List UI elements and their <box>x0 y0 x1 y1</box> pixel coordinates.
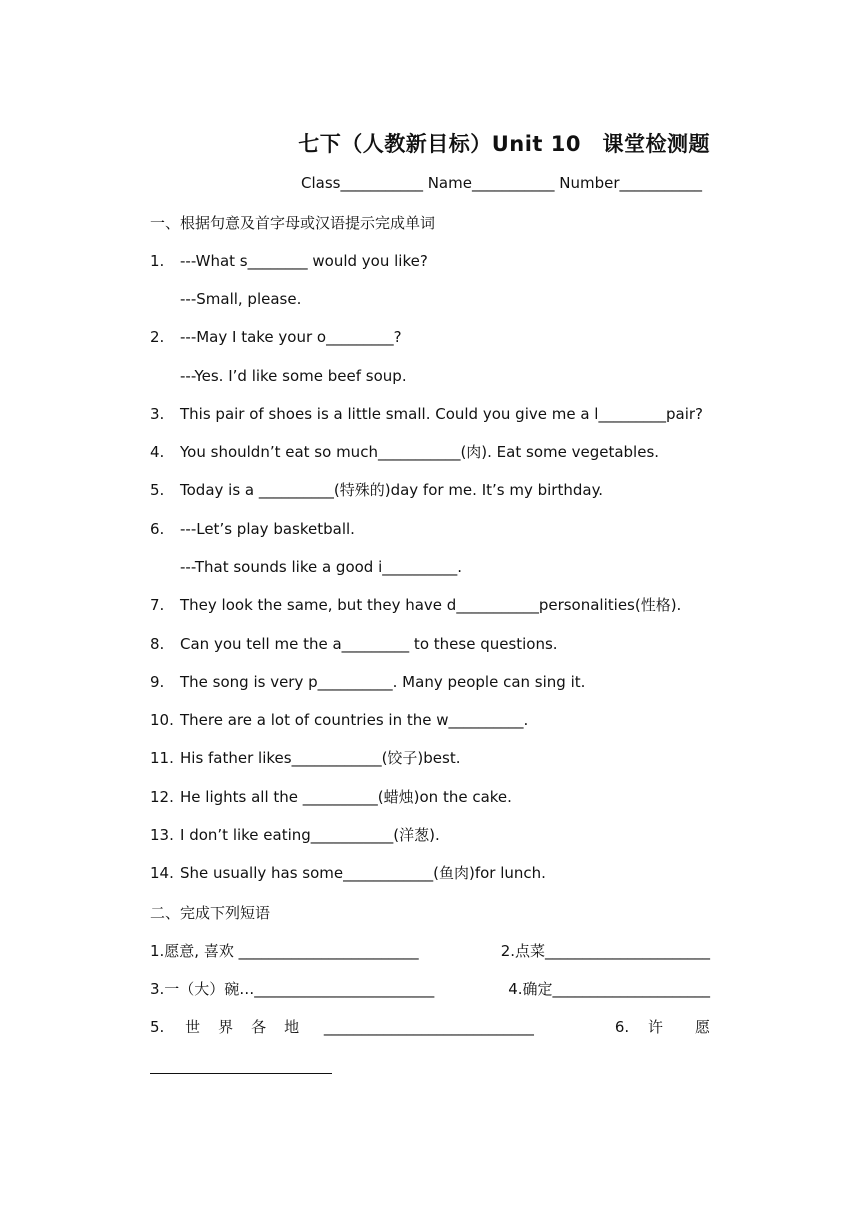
item-text: ---Let’s play basketball. <box>180 520 355 538</box>
item-number: 9. <box>150 673 165 691</box>
phrase-number: 6. <box>614 1018 630 1036</box>
exercise-item-10 <box>150 710 528 730</box>
exercise-item-4 <box>150 442 659 462</box>
item-text: I don’t like eating___________(洋葱). <box>180 826 440 844</box>
item-text: He lights all the __________(蜡烛)on the cake. <box>180 788 512 806</box>
exercise-item-13 <box>150 825 440 845</box>
phrase-item-6 <box>614 1017 742 1037</box>
phrase-number: 5. <box>150 1018 165 1036</box>
exercise-item-7 <box>150 595 681 615</box>
item-number: 13. <box>150 826 174 844</box>
item-text: You shouldn’t eat so much___________(肉). Eat some vegetables. <box>180 443 660 461</box>
page-title: 七下（人教新目标）Unit 10 课堂检测题 <box>298 132 710 156</box>
item-text: Can you tell me the a_________ to these questions. <box>180 635 558 653</box>
item-text: The song is very p__________. Many people can sing it. <box>180 673 586 691</box>
exercise-item-1 <box>150 251 428 271</box>
exercise-item-12 <box>150 787 512 807</box>
item-text: ---What s________ would you like? <box>180 252 428 270</box>
exercise-item-9 <box>150 672 585 692</box>
item-number: 14. <box>150 864 174 882</box>
item-text: Today is a __________(特殊的)day for me. It’s my birthday. <box>180 481 604 499</box>
phrase-item-3: 3.一（大）碗…________________________ <box>150 980 435 998</box>
phrase-item-5 <box>150 1017 534 1037</box>
exercise-item-14 <box>150 863 546 883</box>
exercise-item-11 <box>150 748 461 768</box>
student-info-line: Class___________ Name___________ Number___________ <box>300 174 702 192</box>
item-text: They look the same, but they have d___________personalities(性格). <box>180 596 682 614</box>
section-2-heading: 二、完成下列短语 <box>150 904 271 922</box>
item-number: 2. <box>150 328 165 346</box>
exercise-item-1-reply <box>180 289 301 309</box>
exercise-item-8 <box>150 634 558 654</box>
item-text: ---Small, please. <box>180 290 302 308</box>
item-number: 12. <box>150 788 174 806</box>
phrase-item-4: 4.确定_____________________ <box>508 980 710 998</box>
item-number: 10. <box>150 711 174 729</box>
item-number: 1. <box>150 252 165 270</box>
item-number: 3. <box>150 405 165 423</box>
exercise-item-6-reply <box>180 557 462 577</box>
item-number: 5. <box>150 481 165 499</box>
item-text: ---Yes. I’d like some beef soup. <box>180 367 407 385</box>
exercise-item-2 <box>150 327 402 347</box>
exercise-item-3 <box>150 404 703 424</box>
exercise-item-6 <box>150 519 355 539</box>
item-number: 11. <box>150 749 174 767</box>
phrase-blank: ____________________________ <box>323 1018 534 1036</box>
item-number: 7. <box>150 596 165 614</box>
phrase-item-2: 2.点菜______________________ <box>500 942 710 960</box>
item-text: She usually has some____________(鱼肉)for lunch. <box>180 864 546 882</box>
item-text: His father likes____________(饺子)best. <box>180 749 461 767</box>
exercise-item-2-reply <box>180 366 407 386</box>
phrase-item-1: 1.愿意, 喜欢 ________________________ <box>150 942 419 960</box>
phrase-text: 世界各地 <box>185 1018 318 1036</box>
item-text: There are a lot of countries in the w__________. <box>180 711 529 729</box>
item-text: ---That sounds like a good i__________. <box>180 558 463 576</box>
item-text: This pair of shoes is a little small. Could you give me a l_________pair? <box>180 405 703 423</box>
item-text: ---May I take your o_________? <box>180 328 402 346</box>
item-number: 4. <box>150 443 165 461</box>
exercise-item-5 <box>150 480 603 500</box>
section-1-heading: 一、根据句意及首字母或汉语提示完成单词 <box>150 214 436 232</box>
phrase-text: 许愿 <box>647 1018 742 1036</box>
item-number: 8. <box>150 635 165 653</box>
phrase-6-answer-blank <box>150 1073 332 1074</box>
item-number: 6. <box>150 520 165 538</box>
